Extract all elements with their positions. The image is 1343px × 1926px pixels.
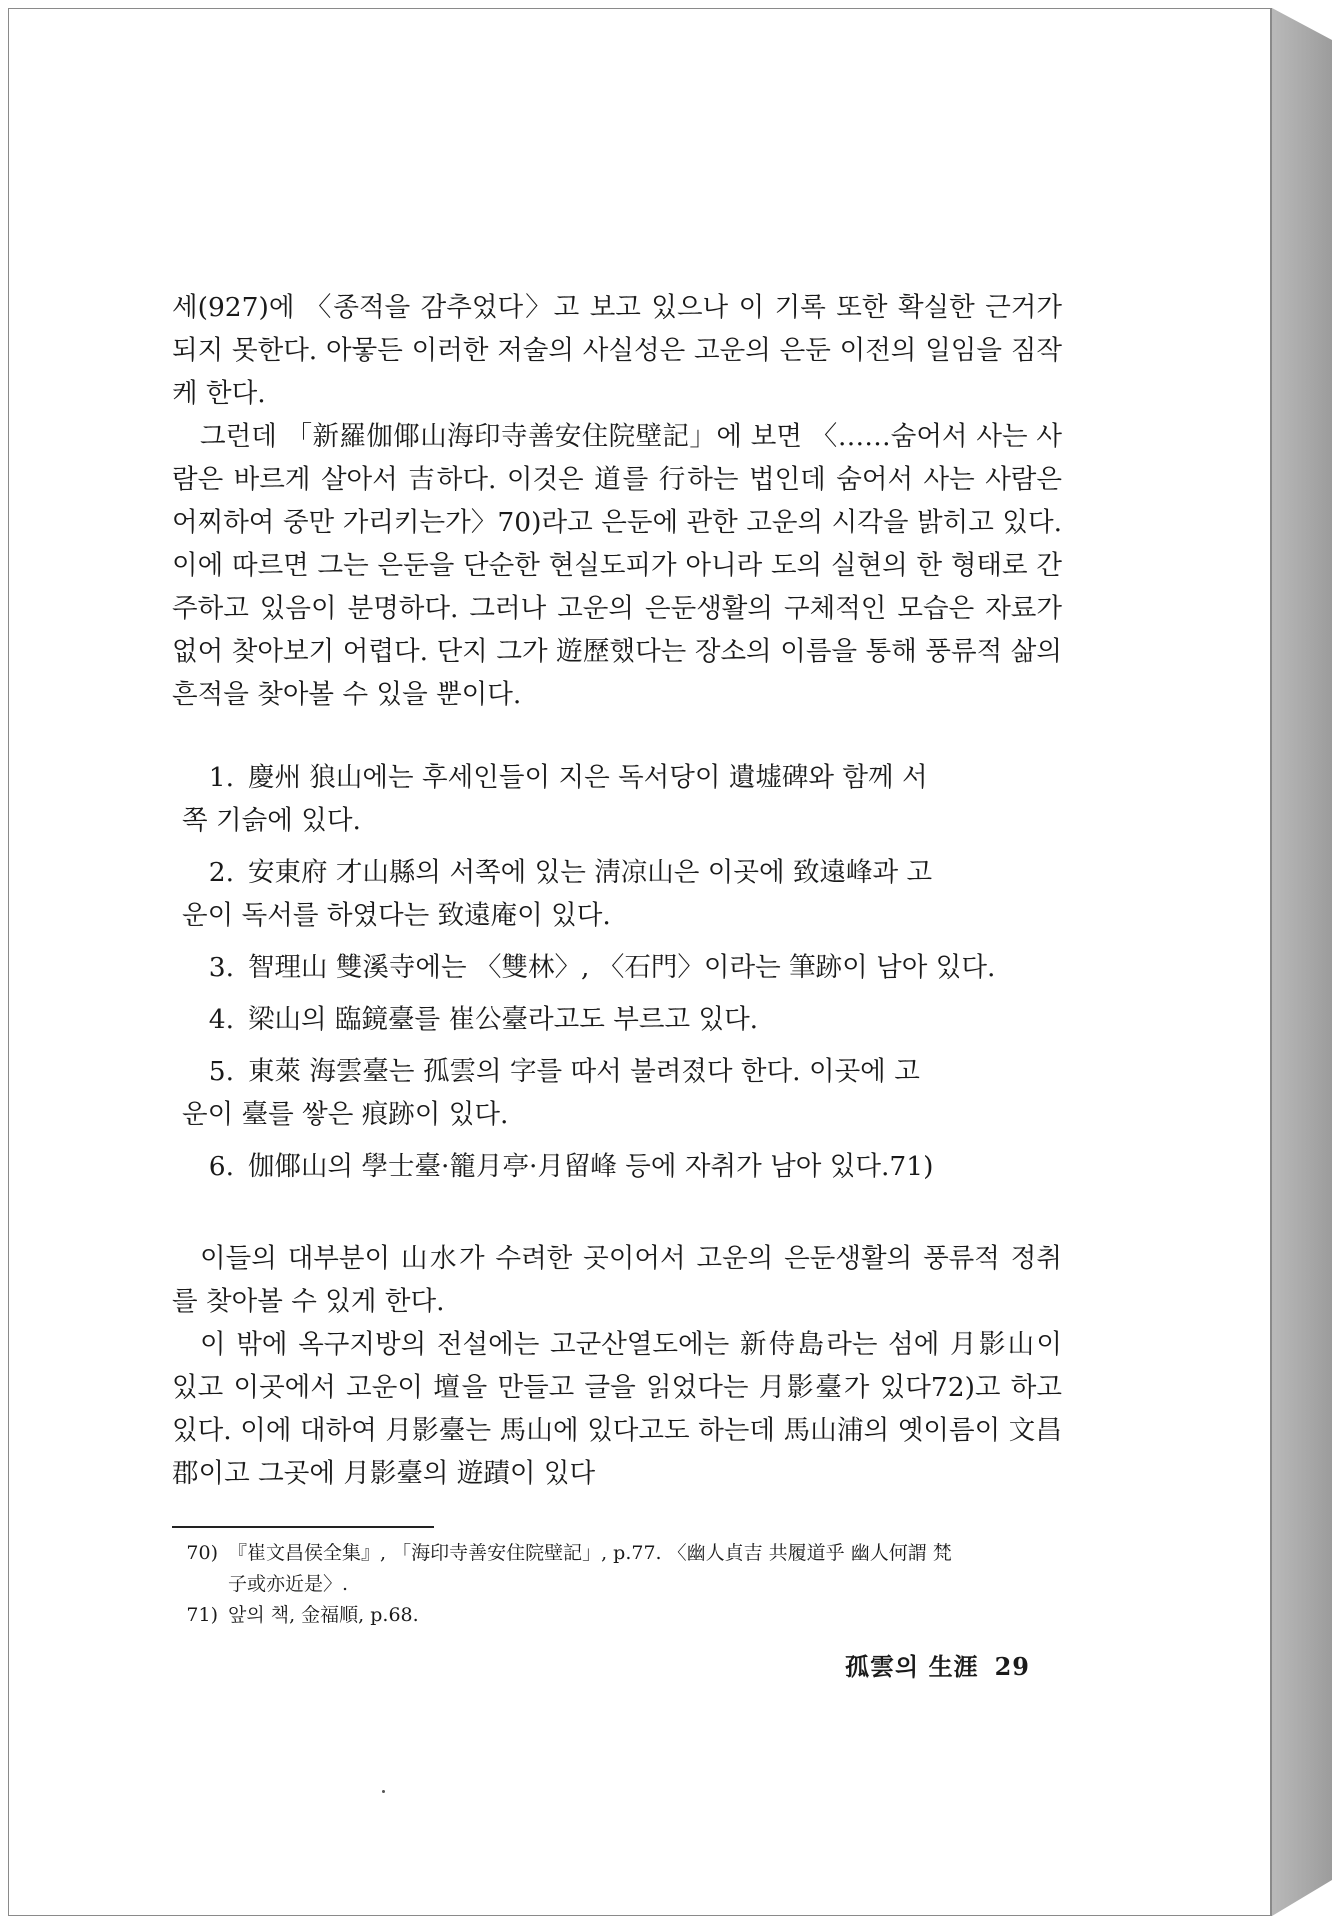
list-text: 安東府 才山縣의 서쪽에 있는 淸凉山은 이곳에 致遠峰과 고 [248, 857, 933, 888]
list-text: 伽倻山의 學士臺·籠月亭·月留峰 등에 자취가 남아 있다.71) [248, 1151, 934, 1182]
footnote-number: 70) [186, 1542, 218, 1564]
paragraph-1: 세(927)에 〈종적을 감추었다〉고 보고 있으나 이 기록 또한 확실한 근거가 되지 못한다. 아뭏든 이러한 저술의 사실성은 고운의 은둔 이전의 일임을 짐작케 한다. [172, 292, 1062, 409]
book-side-shadow [1272, 8, 1332, 1916]
list-item [172, 998, 1062, 1041]
footnote-text: 『崔文昌侯全集』, 「海印寺善安住院壁記」, p.77. 〈幽人貞吉 共履道乎 幽人何謂 梵 [228, 1542, 952, 1564]
list-item [172, 851, 1062, 937]
list-item [172, 756, 1062, 842]
book-spine-edge [1270, 8, 1272, 1916]
footnote-text-cont: 子或亦近是〉. [228, 1573, 349, 1595]
body-text [172, 286, 1062, 1495]
footnotes [172, 1526, 1062, 1631]
list-text: 梁山의 臨鏡臺를 崔公臺라고도 부르고 있다. [248, 1004, 759, 1035]
running-title: 孤雲의 生涯 [845, 1652, 979, 1681]
footnote-text: 앞의 책, 金福順, p.68. [228, 1604, 419, 1626]
list-number: 3. [208, 952, 234, 983]
list-number: 6. [208, 1151, 234, 1182]
list-text-cont: 쪽 기슭에 있다. [182, 805, 361, 836]
list-item [172, 946, 1062, 989]
list-number: 2. [208, 857, 234, 888]
paragraph-2: 그런데 「新羅伽倻山海印寺善安住院壁記」에 보면 〈……숨어서 사는 사람은 바르게 살아서 吉하다. 이것은 道를 行하는 법인데 숨어서 사는 사람은 어찌하여 중만 가리키는가〉70)라고 은둔에 관한 고운의 시각을 밝히고 있다. 이에 따르면 그는 은둔을 단순한 현실도피가 아니라 도의 실현의 한 형태로 간주하고 있음이 분명하다. 그러나 고운의 은둔생활의 구체적인 모습은 자료가 없어 찾아보기 어렵다. 단지 그가 遊歷했다는 장소의 이름을 통해 풍류적 삶의 흔적을 찾아볼 수 있을 뿐이다. [172, 421, 1062, 710]
list-number: 4. [208, 1004, 234, 1035]
footnote-70 [172, 1538, 1062, 1600]
page-number: 29 [994, 1652, 1030, 1681]
list-text: 東萊 海雲臺는 孤雲의 字를 따서 불려졌다 한다. 이곳에 고 [248, 1056, 920, 1087]
footnote-number: 71) [186, 1604, 218, 1626]
list-item [172, 1050, 1062, 1136]
list-text: 慶州 狼山에는 후세인들이 지은 독서당이 遺墟碑와 함께 서 [248, 762, 928, 793]
list-number: 1. [208, 762, 234, 793]
spacer [172, 1197, 1062, 1237]
list-text-cont: 운이 독서를 하였다는 致遠庵이 있다. [182, 900, 611, 931]
footnote-71 [172, 1600, 1062, 1631]
footnote-rule [172, 1526, 434, 1528]
spacer [172, 716, 1062, 756]
list-text: 智理山 雙溪寺에는 〈雙林〉, 〈石門〉이라는 筆跡이 남아 있다. [248, 952, 996, 983]
list-text-cont: 운이 臺를 쌓은 痕跡이 있다. [182, 1099, 509, 1130]
paragraph-4: 이 밖에 옥구지방의 전설에는 고군산열도에는 新侍島라는 섬에 月影山이 있고 이곳에서 고운이 壇을 만들고 글을 읽었다는 月影臺가 있다72)고 하고 있다. 이에 대하여 月影臺는 馬山에 있다고도 하는데 馬山浦의 옛이름이 文昌郡이고 그곳에 月影臺의 遊蹟이 있다 [172, 1329, 1062, 1489]
running-footer [790, 1647, 1030, 1682]
paragraph-3: 이들의 대부분이 山水가 수려한 곳이어서 고운의 은둔생활의 풍류적 정취를 찾아볼 수 있게 한다. [172, 1243, 1062, 1317]
print-speck [382, 1790, 385, 1793]
list-number: 5. [208, 1056, 234, 1087]
list-item [172, 1145, 1062, 1188]
site-list [172, 756, 1062, 1188]
